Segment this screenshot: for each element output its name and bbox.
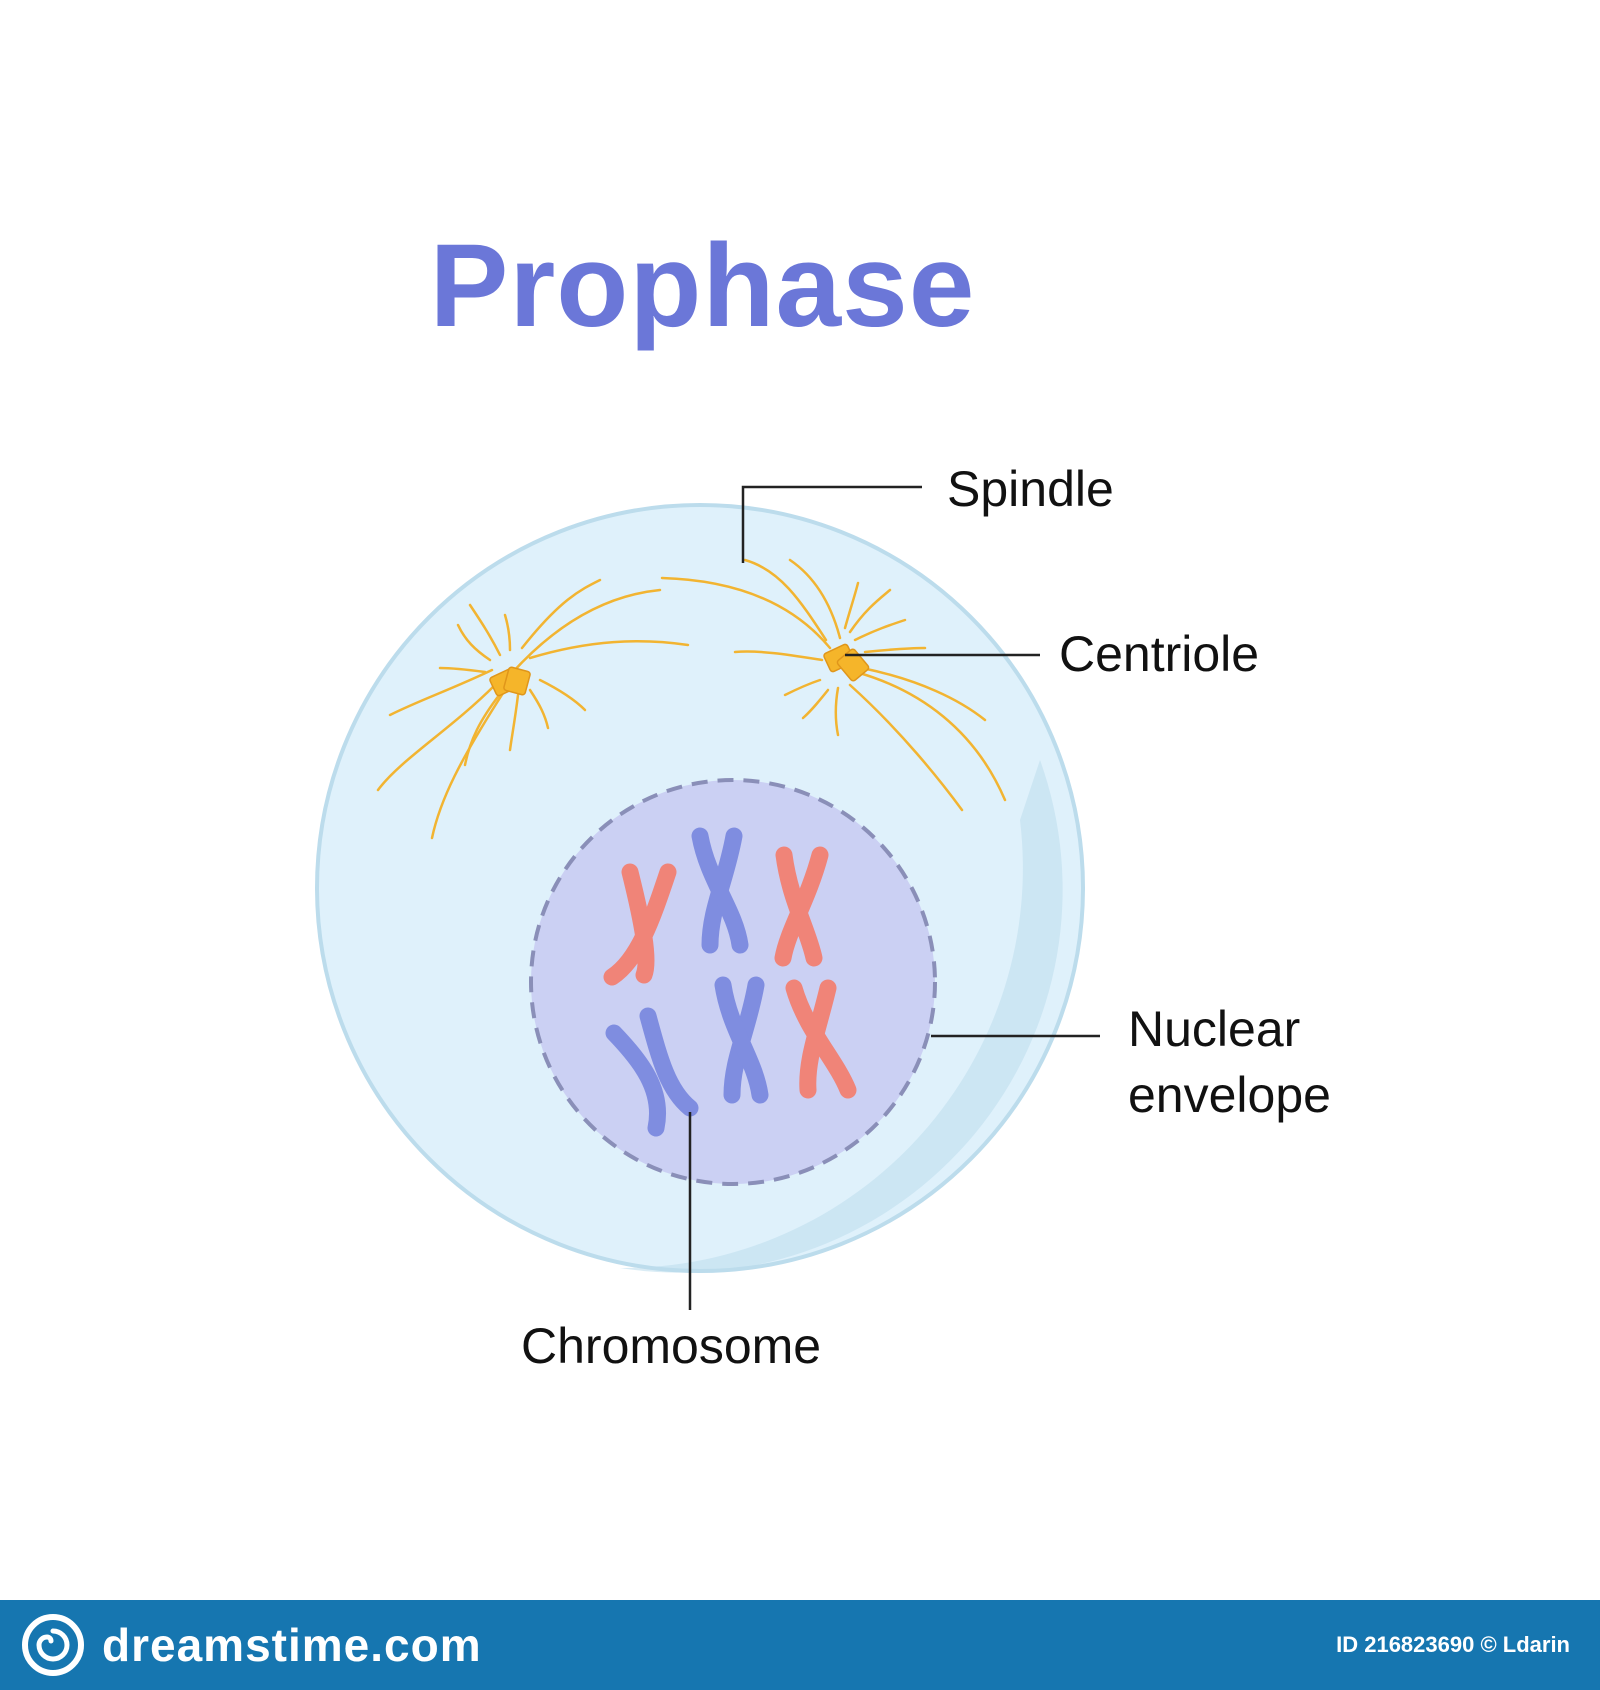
label-nuclear-envelope: Nuclear envelope [1128,1001,1331,1123]
spiral-logo-icon [22,1614,84,1676]
diagram-title: Prophase [429,220,976,352]
label-centriole: Centriole [1059,626,1260,682]
label-chromosome: Chromosome [521,1318,822,1374]
brand [22,1614,482,1676]
image-credit: ID 216823690 © Ldarin [1336,1632,1570,1657]
label-spindle: Spindle [947,461,1114,517]
brand-name: dreamstime.com [102,1619,482,1671]
watermark-footer [0,1600,1600,1690]
